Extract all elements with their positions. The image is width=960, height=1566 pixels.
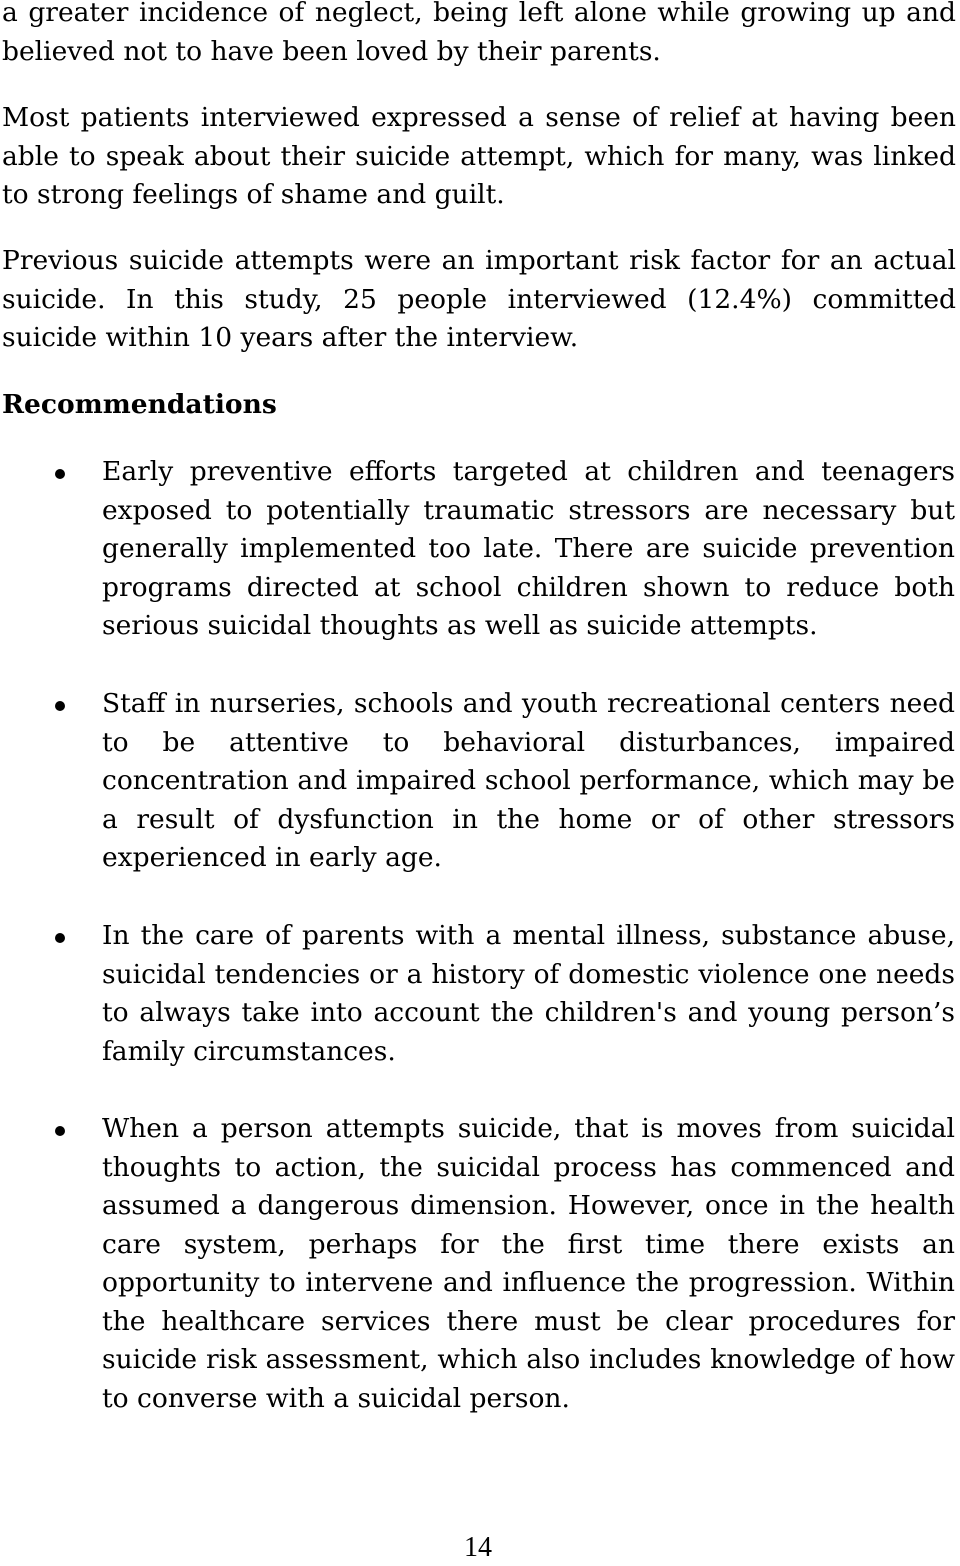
recommendation-text: In the care of parents with a mental illness, substance abuse, suicidal tendencies or a history of domestic violence one needs to always take into account the children's and young person’s family circumstances. [102,920,955,1067]
page-number: 14 [464,1532,492,1563]
recommendation-text: Staff in nurseries, schools and youth recreational centers need to be attentive to behavioral disturbances, impaired concentration and impaired school performance, which may be a result of dysfunction in the home or of other stressors experienced in early age. [102,688,955,873]
body-paragraph: Most patients interviewed expressed a sense of relief at having been able to speak about their suicide attempt, which for many, was linked to strong feelings of shame and guilt. [2,102,956,210]
body-paragraph: a greater incidence of neglect, being left alone while growing up and believed not to have been loved by their parents. [2,0,956,67]
recommendations-heading: Recommendations [2,389,277,420]
recommendation-text: When a person attempts suicide, that is moves from suicidal thoughts to action, the suicidal process has commenced and assumed a dangerous dimension. However, once in the health care system, perhaps for the first time there exists an opportunity to intervene and influence the progression. Within the healthcare services there must be clear procedures for suicide risk assessment, which also includes knowledge of how to converse with a suicidal person. [102,1113,955,1414]
bullet-icon [55,469,65,479]
bullet-icon [55,701,65,711]
body-paragraph: Previous suicide attempts were an important risk factor for an actual suicide. In this study, 25 people interviewed (12.4%) committed suicide within 10 years after the interview. [2,245,956,353]
bullet-icon [55,933,65,943]
bullet-icon [55,1126,65,1136]
recommendation-text: Early preventive efforts targeted at children and teenagers exposed to potentially traumatic stressors are necessary but generally implemented too late. There are suicide prevention programs directed at school children shown to reduce both serious suicidal thoughts as well as suicide attempts. [102,456,955,641]
